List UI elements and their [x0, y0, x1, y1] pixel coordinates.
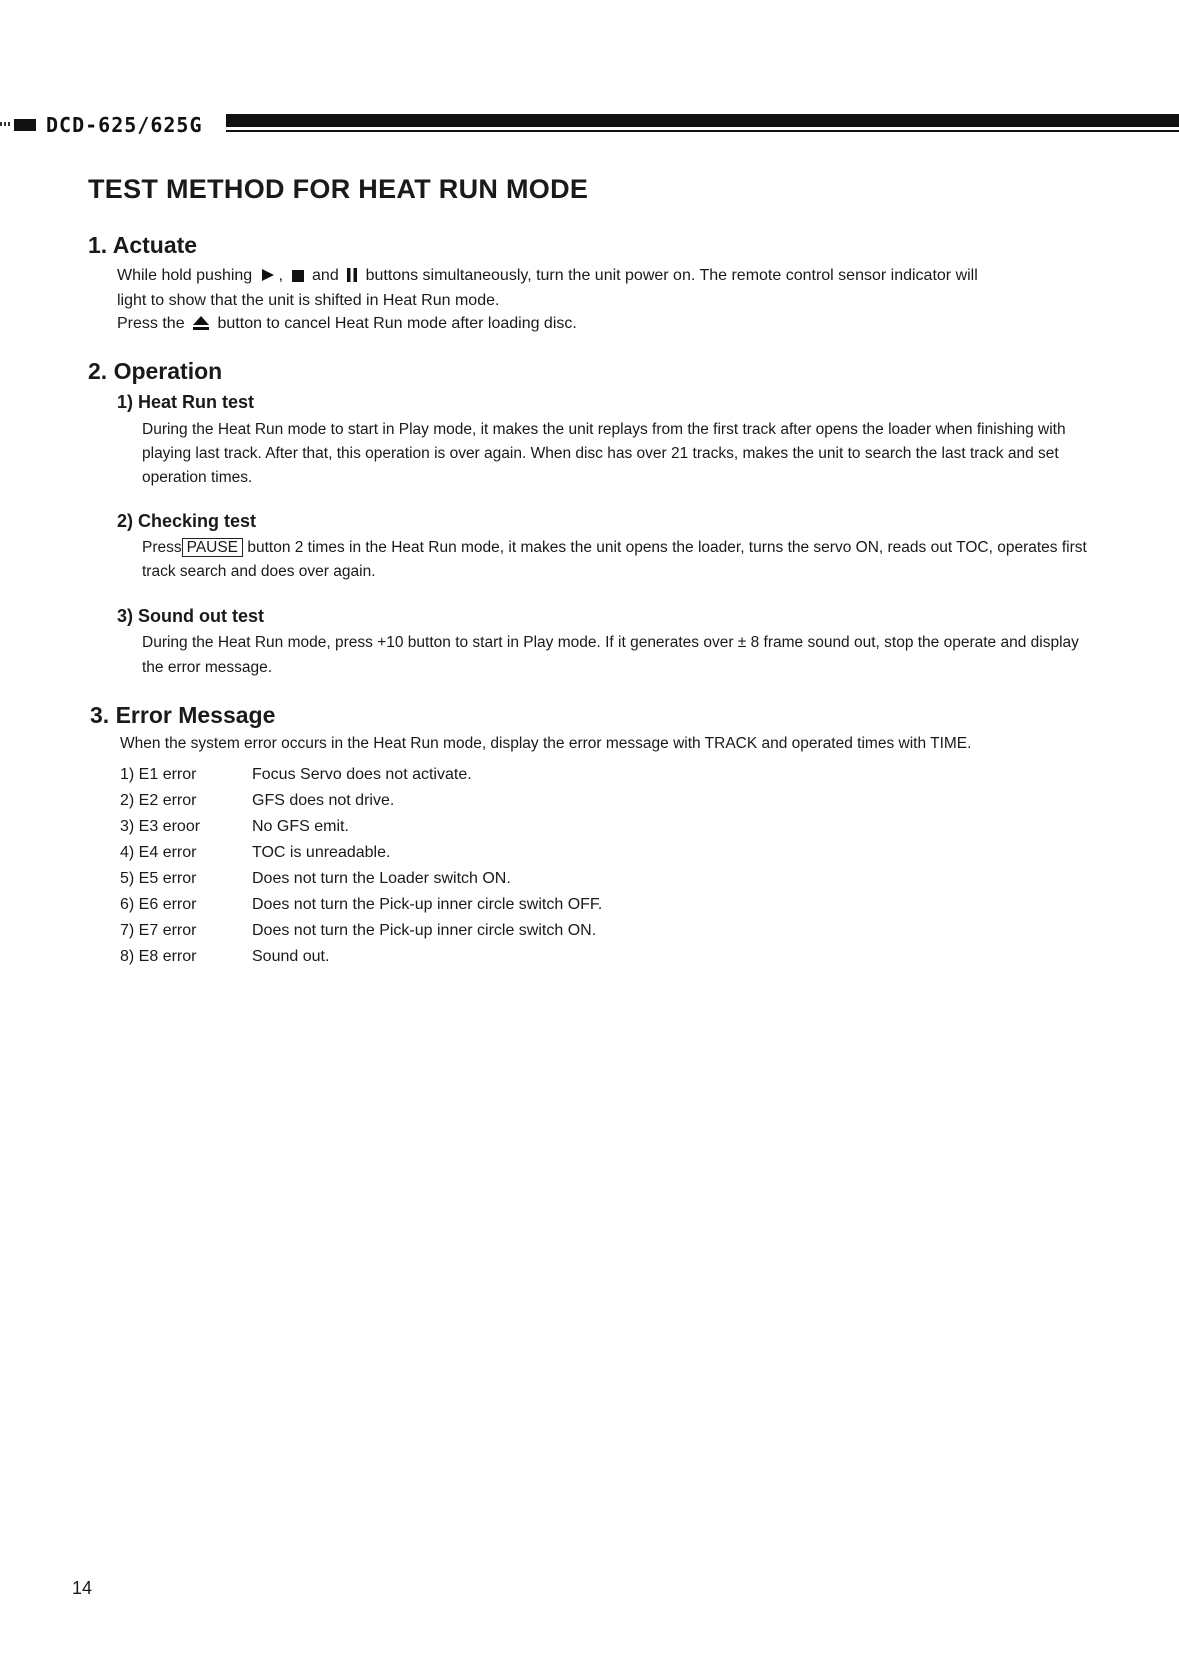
error-desc: TOC is unreadable. — [252, 844, 391, 861]
checking-test-text — [142, 536, 1100, 584]
error-desc: No GFS emit. — [252, 818, 349, 835]
header-rule-thin — [226, 130, 1179, 132]
actuate-line1-pre: While hold pushing — [117, 267, 253, 284]
error-code: 2) E2 error — [120, 792, 197, 809]
header-dots — [0, 122, 12, 126]
error-message-intro: When the system error occurs in the Heat Run mode, display the error message with TRACK and operated times with TIME. — [120, 735, 972, 752]
actuate-sep: , — [278, 267, 284, 284]
error-row — [120, 944, 602, 970]
checking-pre: Press — [142, 539, 182, 556]
error-desc: GFS does not drive. — [252, 792, 395, 809]
checking-test-heading: 2) Checking test — [117, 511, 257, 531]
error-code: 5) E5 error — [120, 870, 197, 887]
error-code: 6) E6 error — [120, 896, 197, 913]
pause-button-label: PAUSE — [182, 538, 243, 557]
section-error-message-heading: 3. Error Message — [90, 702, 276, 728]
error-row — [120, 892, 602, 918]
error-row — [120, 866, 602, 892]
model-number: DCD-625/625G — [46, 113, 203, 137]
error-list — [120, 762, 602, 970]
sound-out-test-heading: 3) Sound out test — [117, 606, 264, 626]
actuate-line1-post: buttons simultaneously, turn the unit power on. The remote control sensor indicator will — [365, 267, 978, 284]
error-code: 8) E8 error — [120, 948, 197, 965]
sound-out-test-text: During the Heat Run mode, press +10 button to start in Play mode. If it generates over ± 8 frame sound out, stop the operate and display the error message. — [142, 634, 1079, 676]
section-operation-heading: 2. Operation — [88, 358, 223, 384]
error-desc: Does not turn the Pick-up inner circle switch OFF. — [252, 896, 603, 913]
error-code: 3) E3 eroor — [120, 818, 201, 835]
error-row — [120, 788, 602, 814]
error-code: 7) E7 error — [120, 922, 197, 939]
error-code: 1) E1 error — [120, 766, 197, 783]
error-code: 4) E4 error — [120, 844, 197, 861]
header-bar — [0, 112, 1179, 138]
actuate-paragraph — [117, 264, 1127, 337]
checking-post: button 2 times in the Heat Run mode, it makes the unit opens the loader, turns the servo ON, reads out TOC, operates first track search and does over again. — [142, 539, 1087, 580]
page-number: 14 — [72, 1578, 93, 1598]
actuate-line2: light to show that the unit is shifted in Heat Run mode. — [117, 292, 500, 309]
heat-run-test-heading: 1) Heat Run test — [117, 392, 255, 412]
eject-icon — [193, 314, 209, 337]
actuate-line3-pre: Press the — [117, 315, 185, 332]
heat-run-test-text: During the Heat Run mode to start in Play mode, it makes the unit replays from the first track after opens the loader when finishing with playing last track. After that, this operation is over again. When disc has over 21 tracks, makes the unit to search the last track and set operation times. — [142, 421, 1066, 486]
error-row — [120, 918, 602, 944]
actuate-and: and — [312, 267, 339, 284]
pause-icon — [347, 266, 357, 289]
play-icon — [261, 266, 275, 289]
section-actuate-heading: 1. Actuate — [88, 232, 198, 258]
error-row — [120, 814, 602, 840]
header-block — [14, 119, 36, 131]
error-desc: Focus Servo does not activate. — [252, 766, 472, 783]
page-title: TEST METHOD FOR HEAT RUN MODE — [88, 174, 589, 204]
actuate-line3-post: button to cancel Heat Run mode after loading disc. — [217, 315, 577, 332]
error-row — [120, 840, 602, 866]
stop-icon — [292, 266, 304, 289]
error-desc: Does not turn the Pick-up inner circle switch ON. — [252, 922, 597, 939]
error-row — [120, 762, 602, 788]
header-rule — [226, 114, 1179, 127]
error-desc: Does not turn the Loader switch ON. — [252, 870, 511, 887]
error-desc: Sound out. — [252, 948, 330, 965]
